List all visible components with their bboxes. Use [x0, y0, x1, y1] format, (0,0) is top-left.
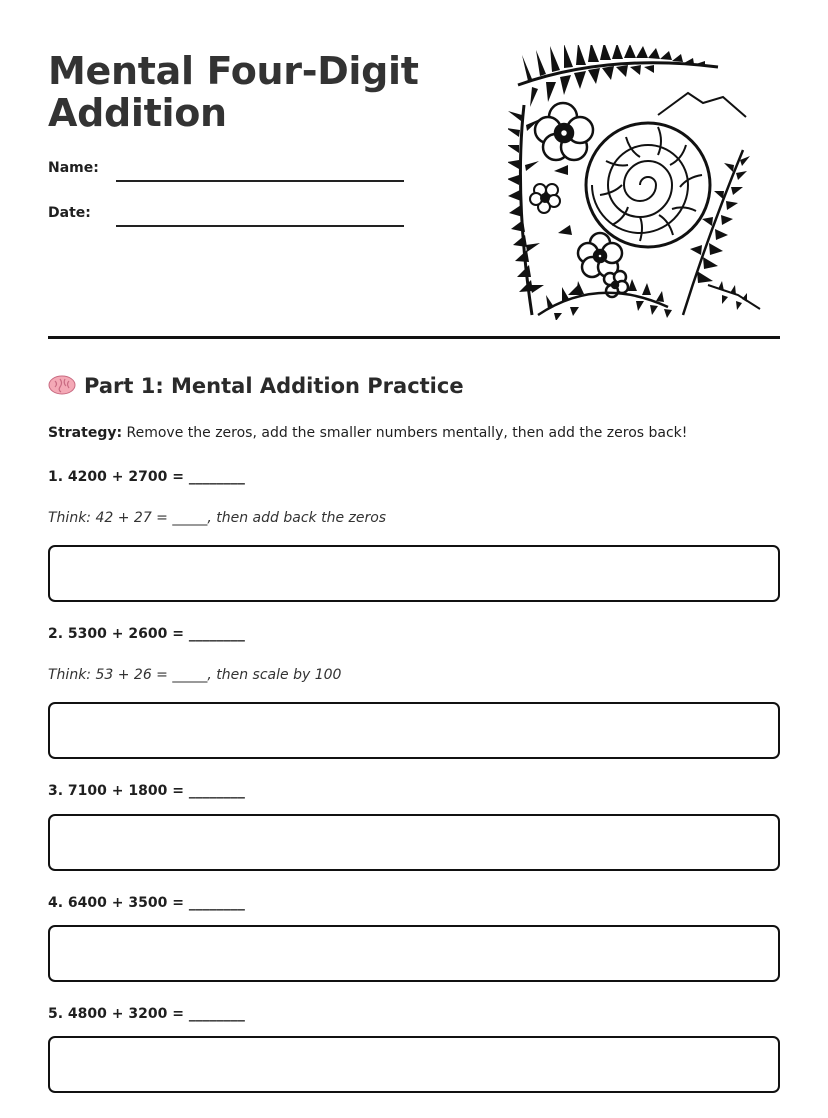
flower-small-left — [530, 184, 560, 213]
question-5-answer-box[interactable] — [48, 1036, 780, 1093]
question-2-answer-box[interactable] — [48, 702, 780, 759]
question-1: 1. 4200 + 2700 = ________ — [48, 469, 245, 485]
flower-large — [535, 103, 593, 160]
question-1-hint: Think: 42 + 27 = _____, then add back the zeros — [48, 510, 387, 526]
question-3: 3. 7100 + 1800 = ________ — [48, 783, 245, 799]
question-5: 5. 4800 + 3200 = ________ — [48, 1006, 245, 1022]
question-4: 4. 6400 + 3500 = ________ — [48, 895, 245, 911]
title-line-1: Mental Four-Digit — [48, 49, 419, 93]
brain-icon — [48, 375, 76, 395]
fern-ammonite-illustration — [508, 45, 768, 320]
section-heading — [48, 374, 464, 398]
ammonite-spiral — [586, 123, 710, 247]
strategy-text: Remove the zeros, add the smaller numbers mentally, then add the zeros back! — [122, 425, 688, 441]
header-divider — [48, 336, 780, 339]
section-heading-text: Part 1: Mental Addition Practice — [84, 374, 464, 398]
question-3-answer-box[interactable] — [48, 814, 780, 871]
fern-frond-right — [683, 150, 760, 315]
strategy-note — [48, 425, 687, 441]
question-1-answer-box[interactable] — [48, 545, 780, 602]
question-2: 2. 5300 + 2600 = ________ — [48, 626, 245, 642]
date-field[interactable] — [116, 225, 404, 227]
strategy-label: Strategy: — [48, 425, 123, 441]
question-2-hint: Think: 53 + 26 = _____, then scale by 100 — [48, 667, 342, 683]
date-label: Date: — [48, 205, 91, 221]
fern-frond-top — [518, 45, 718, 107]
title-line-2: Addition — [48, 91, 227, 135]
question-4-answer-box[interactable] — [48, 925, 780, 982]
page-title — [48, 50, 419, 134]
name-field[interactable] — [116, 180, 404, 182]
name-label: Name: — [48, 160, 99, 176]
flower-bottom — [578, 233, 628, 297]
